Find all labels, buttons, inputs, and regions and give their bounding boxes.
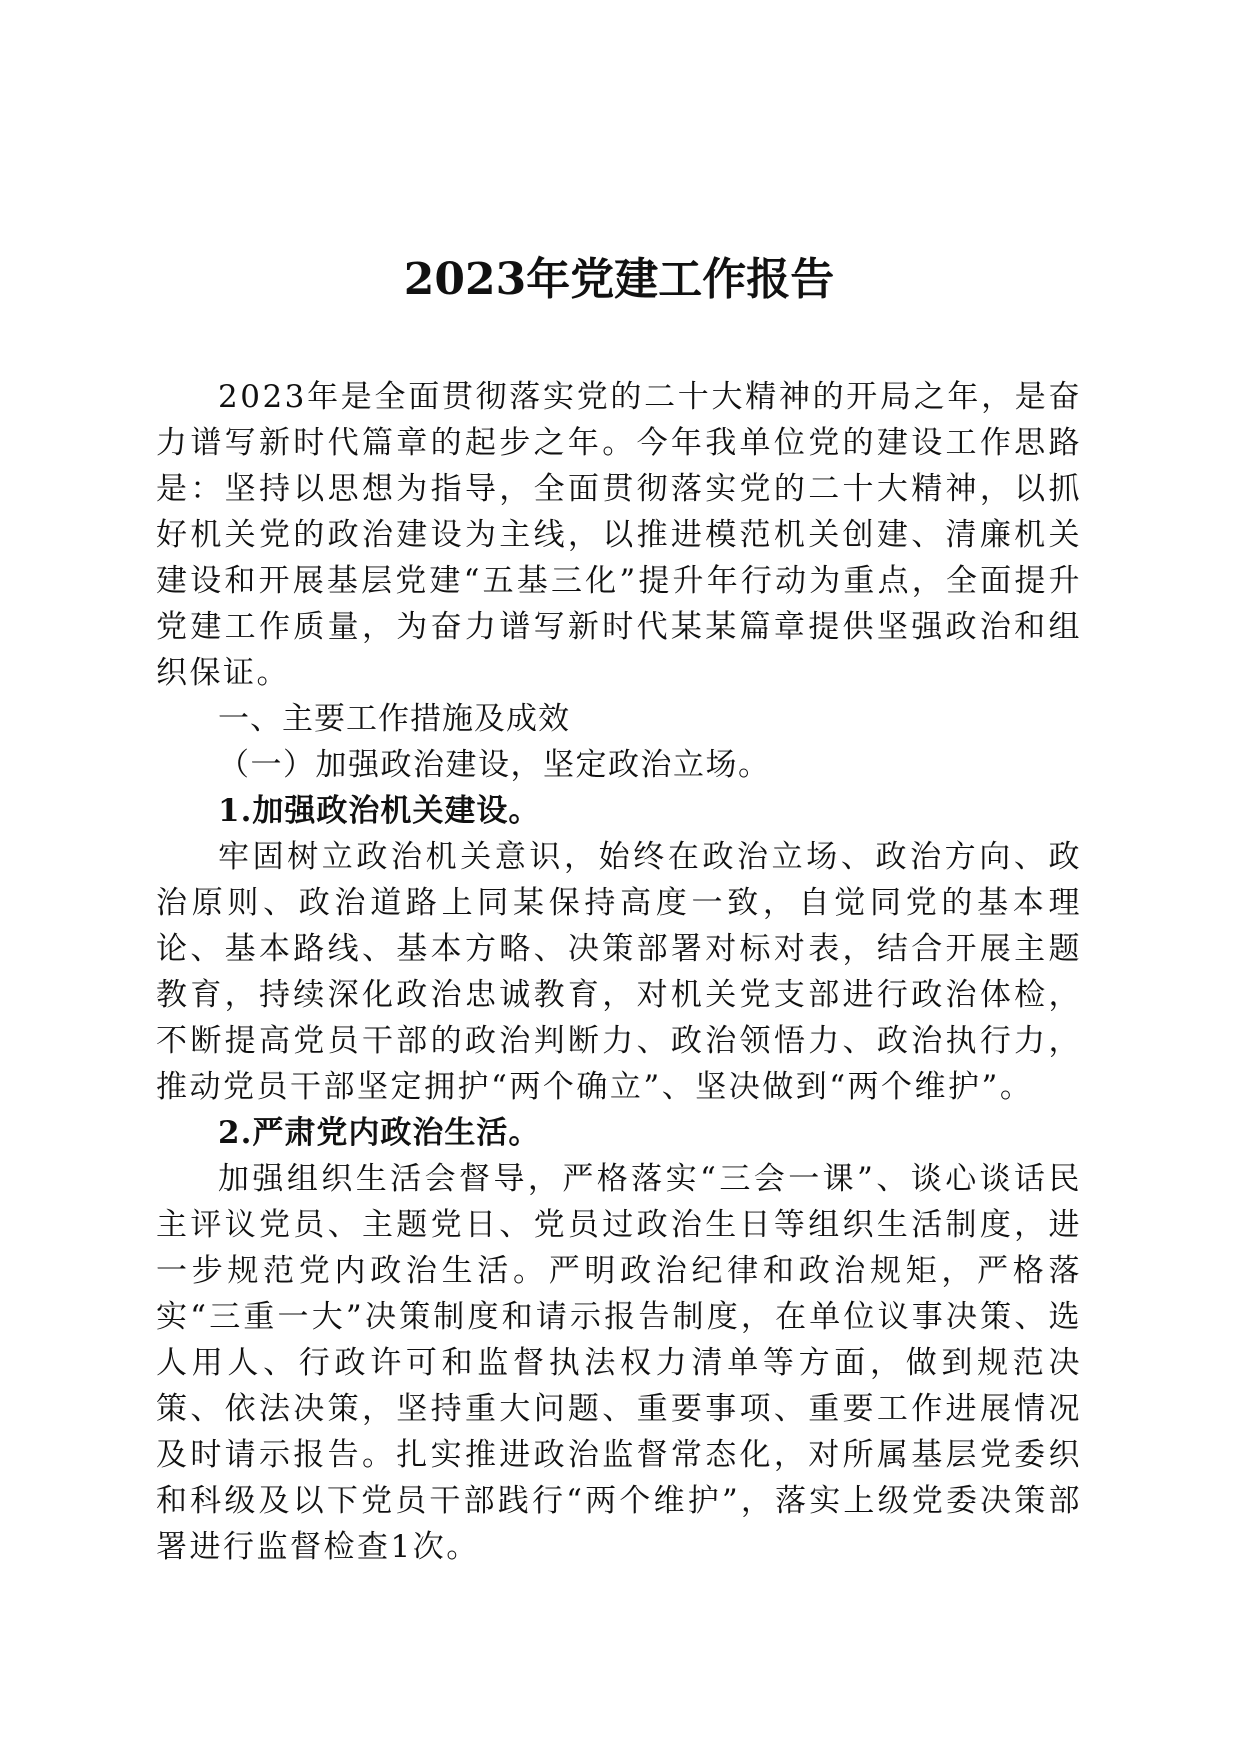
document-title: 2023年党建工作报告 — [403, 254, 835, 305]
document-body — [156, 374, 1082, 1570]
subsection-heading-1: （一）加强政治建设，坚定政治立场。 — [218, 747, 771, 783]
document-content — [156, 250, 1082, 1570]
body-paragraph-1: 牢固树立政治机关意识，始终在政治立场、政治方向、政治原则、政治道路上同某保持高度一致，自觉同党的基本理论、基本路线、基本方略、决策部署对标对表，结合开展主题教育，持续深化政治忠诚教育，对机关党支部进行政治体检，不断提高党员干部的政治判断力、政治领悟力、政治执行力，推动党员干部坚定拥护“两个确立”、坚决做到“两个维护”。 — [156, 839, 1082, 1105]
body-paragraph-2: 加强组织生活会督导，严格落实“三会一课”、谈心谈话民主评议党员、主题党日、党员过政治生日等组织生活制度，进一步规范党内政治生活。严明政治纪律和政治规矩，严格落实“三重一大”决策制度和请示报告制度，在单位议事决策、选人用人、行政许可和监督执法权力清单等方面，做到规范决策、依法决策，坚持重大问题、重要事项、重要工作进展情况及时请示报告。扎实推进政治监督常态化，对所属基层党委织和科级及以下党员干部践行“两个维护”，落实上级党委决策部署进行监督检查1次。 — [156, 1161, 1082, 1565]
section-heading-1: 一、主要工作措施及成效 — [218, 701, 570, 737]
item-heading-2: 2.严肃党内政治生活。 — [218, 1115, 541, 1151]
item-heading-1: 1.加强政治机关建设。 — [218, 793, 541, 829]
intro-paragraph: 2023年是全面贯彻落实党的二十大精神的开局之年，是奋力谱写新时代篇章的起步之年。今年我单位党的建设工作思路是：坚持以思想为指导，全面贯彻落实党的二十大精神，以抓好机关党的政治建设为主线，以推进模范机关创建、清廉机关建设和开展基层党建“五基三化”提升年行动为重点，全面提升党建工作质量，为奋力谱写新时代某某篇章提供坚强政治和组织保证。 — [156, 379, 1082, 691]
